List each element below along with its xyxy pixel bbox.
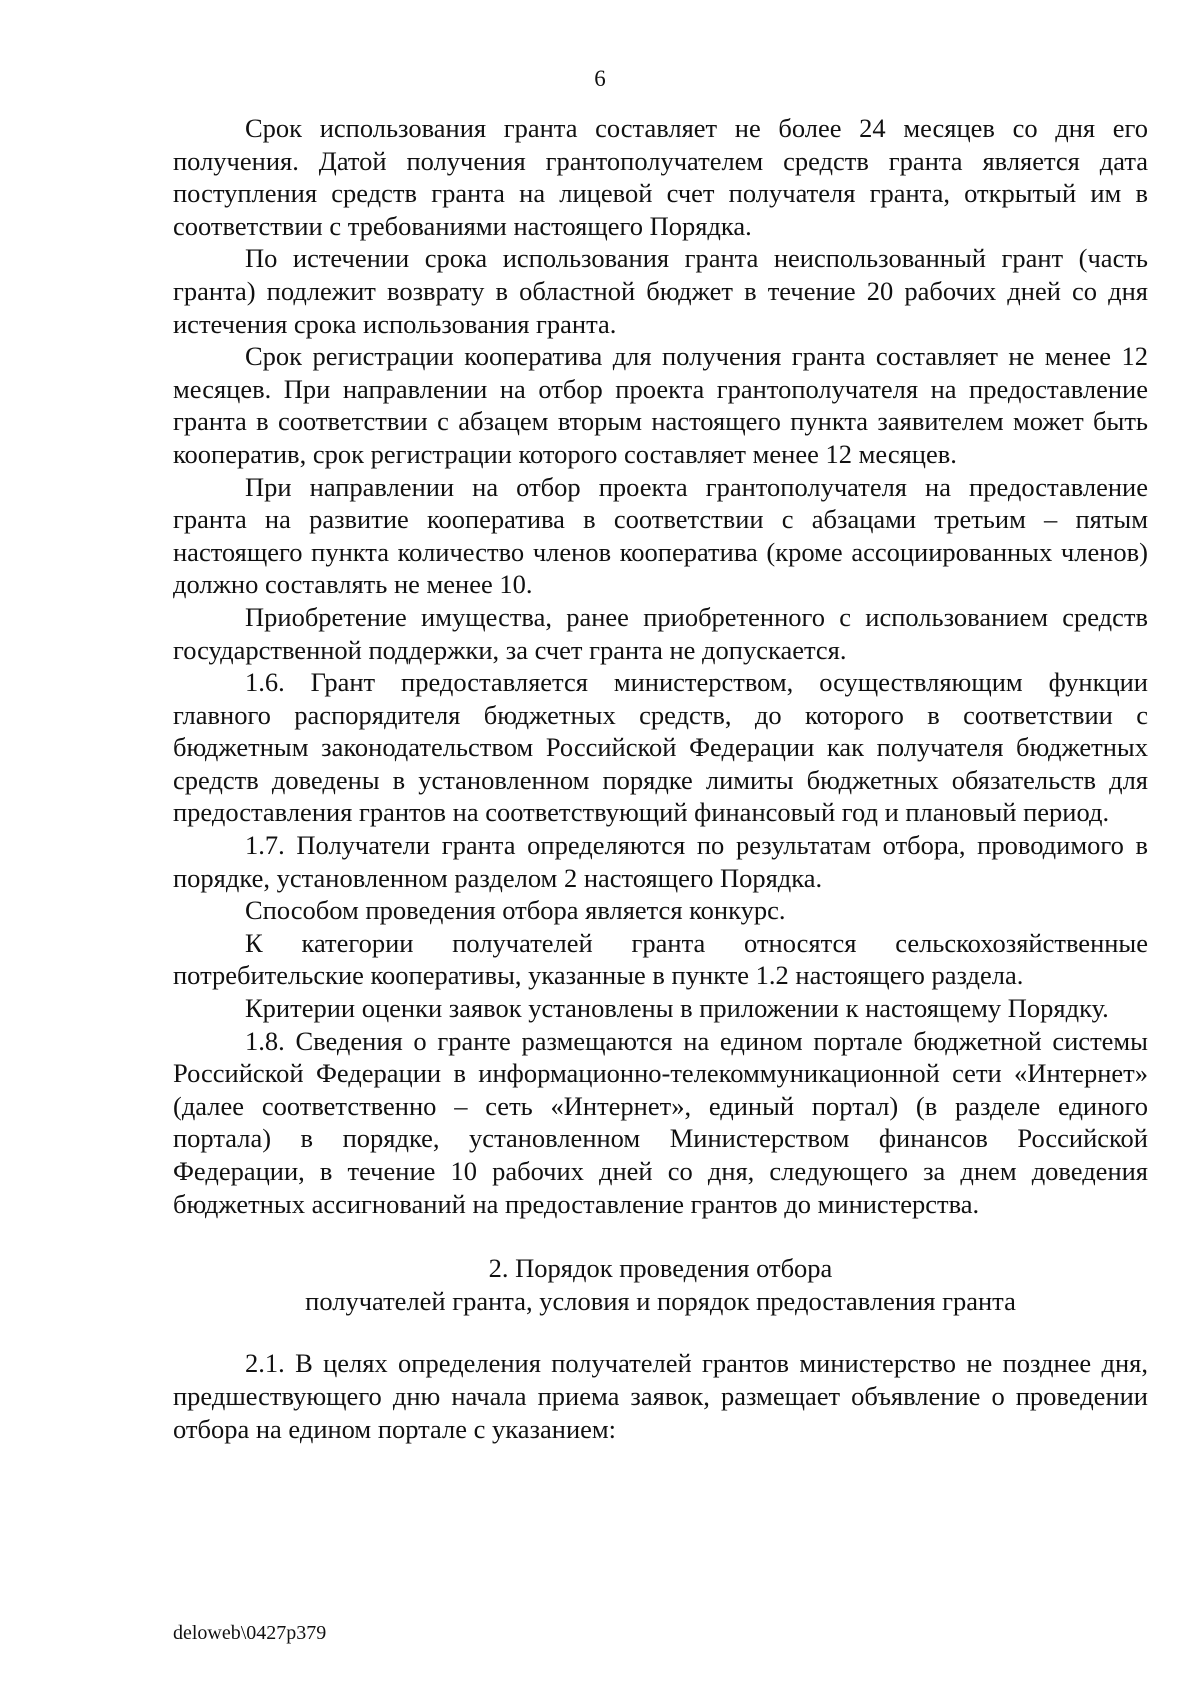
section-heading-line-2: получателей гранта, условия и порядок предоставления гранта [305, 1285, 1016, 1316]
page-number: 6 [594, 66, 606, 91]
paragraph-1-7: 1.7. Получатели гранта определяются по результатам отбора, проводимого в порядке, установленном разделом 2 настоящего Порядка. [173, 830, 1148, 893]
paragraph-members-count: При направлении на отбор проекта грантополучателя на предоставление гранта на развитие кооператива в соответствии с абзацами третьим – пятым настоящего пункта количество членов кооператива (кроме ассоциированных членов) должно составлять не менее 10. [173, 471, 1148, 600]
paragraph-1-8: 1.8. Сведения о гранте размещаются на едином портале бюджетной системы Российской Федерации в информационно-телекоммуникационной сети «Интернет» (далее соответственно – сеть «Интернет», единый портал) (в разделе единого портала) в порядке, установленном Министерством финансов Российской Федерации, в течение 10 рабочих дней со дня, следующего за днем доведения бюджетных ассигнований на предоставление грантов до министерства. [173, 1025, 1148, 1219]
paragraph-1-6: 1.6. Грант предоставляется министерством, осуществляющим функции главного распорядителя бюджетных средств, до которого в соответствии с бюджетным законодательством Российской Федерации как получателя бюджетных средств доведены в установленном порядке лимиты бюджетных обязательств для предоставления грантов на соответствующий финансовый год и плановый период. [173, 667, 1148, 828]
section-heading-line-1: 2. Порядок проведения отбора [488, 1253, 833, 1284]
document-registry-code: deloweb\0427p379 [173, 1622, 327, 1644]
paragraph-grant-return: По истечении срока использования гранта неиспользованный грант (часть гранта) подлежит возврату в областной бюджет в течение 20 рабочих дней со дня истечения срока использования гранта. [173, 243, 1148, 339]
paragraph-selection-method: Способом проведения отбора является конкурс. [245, 895, 786, 926]
paragraph-evaluation-criteria: Критерии оценки заявок установлены в приложении к настоящему Порядку. [245, 993, 1109, 1024]
paragraph-recipient-category: К категории получателей гранта относятся сельскохозяйственные потребительские кооперативы, указанные в пункте 1.2 настоящего раздела. [173, 927, 1148, 991]
paragraph-grant-term: Срок использования гранта составляет не более 24 месяцев со дня его получения. Датой получения грантополучателем средств гранта является дата поступления средств гранта на лицевой счет получателя гранта, открытый им в соответствии с требованиями настоящего Порядка. [173, 113, 1148, 241]
section-heading [173, 1252, 1148, 1317]
paragraph-registration-term: Срок регистрации кооператива для получения гранта составляет не менее 12 месяцев. При направлении на отбор проекта грантополучателя на предоставление гранта в соответствии с абзацем вторым настоящего пункта заявителем может быть кооператив, срок регистрации которого составляет менее 12 месяцев. [173, 341, 1148, 469]
paragraph-2-1: 2.1. В целях определения получателей грантов министерство не позднее дня, предшествующего дню начала приема заявок, размещает объявление о проведении отбора на едином портале с указанием: [173, 1348, 1148, 1444]
document-body [173, 112, 1148, 1445]
paragraph-property-acquisition: Приобретение имущества, ранее приобретенного с использованием средств государственной поддержки, за счет гранта не допускается. [173, 601, 1148, 665]
